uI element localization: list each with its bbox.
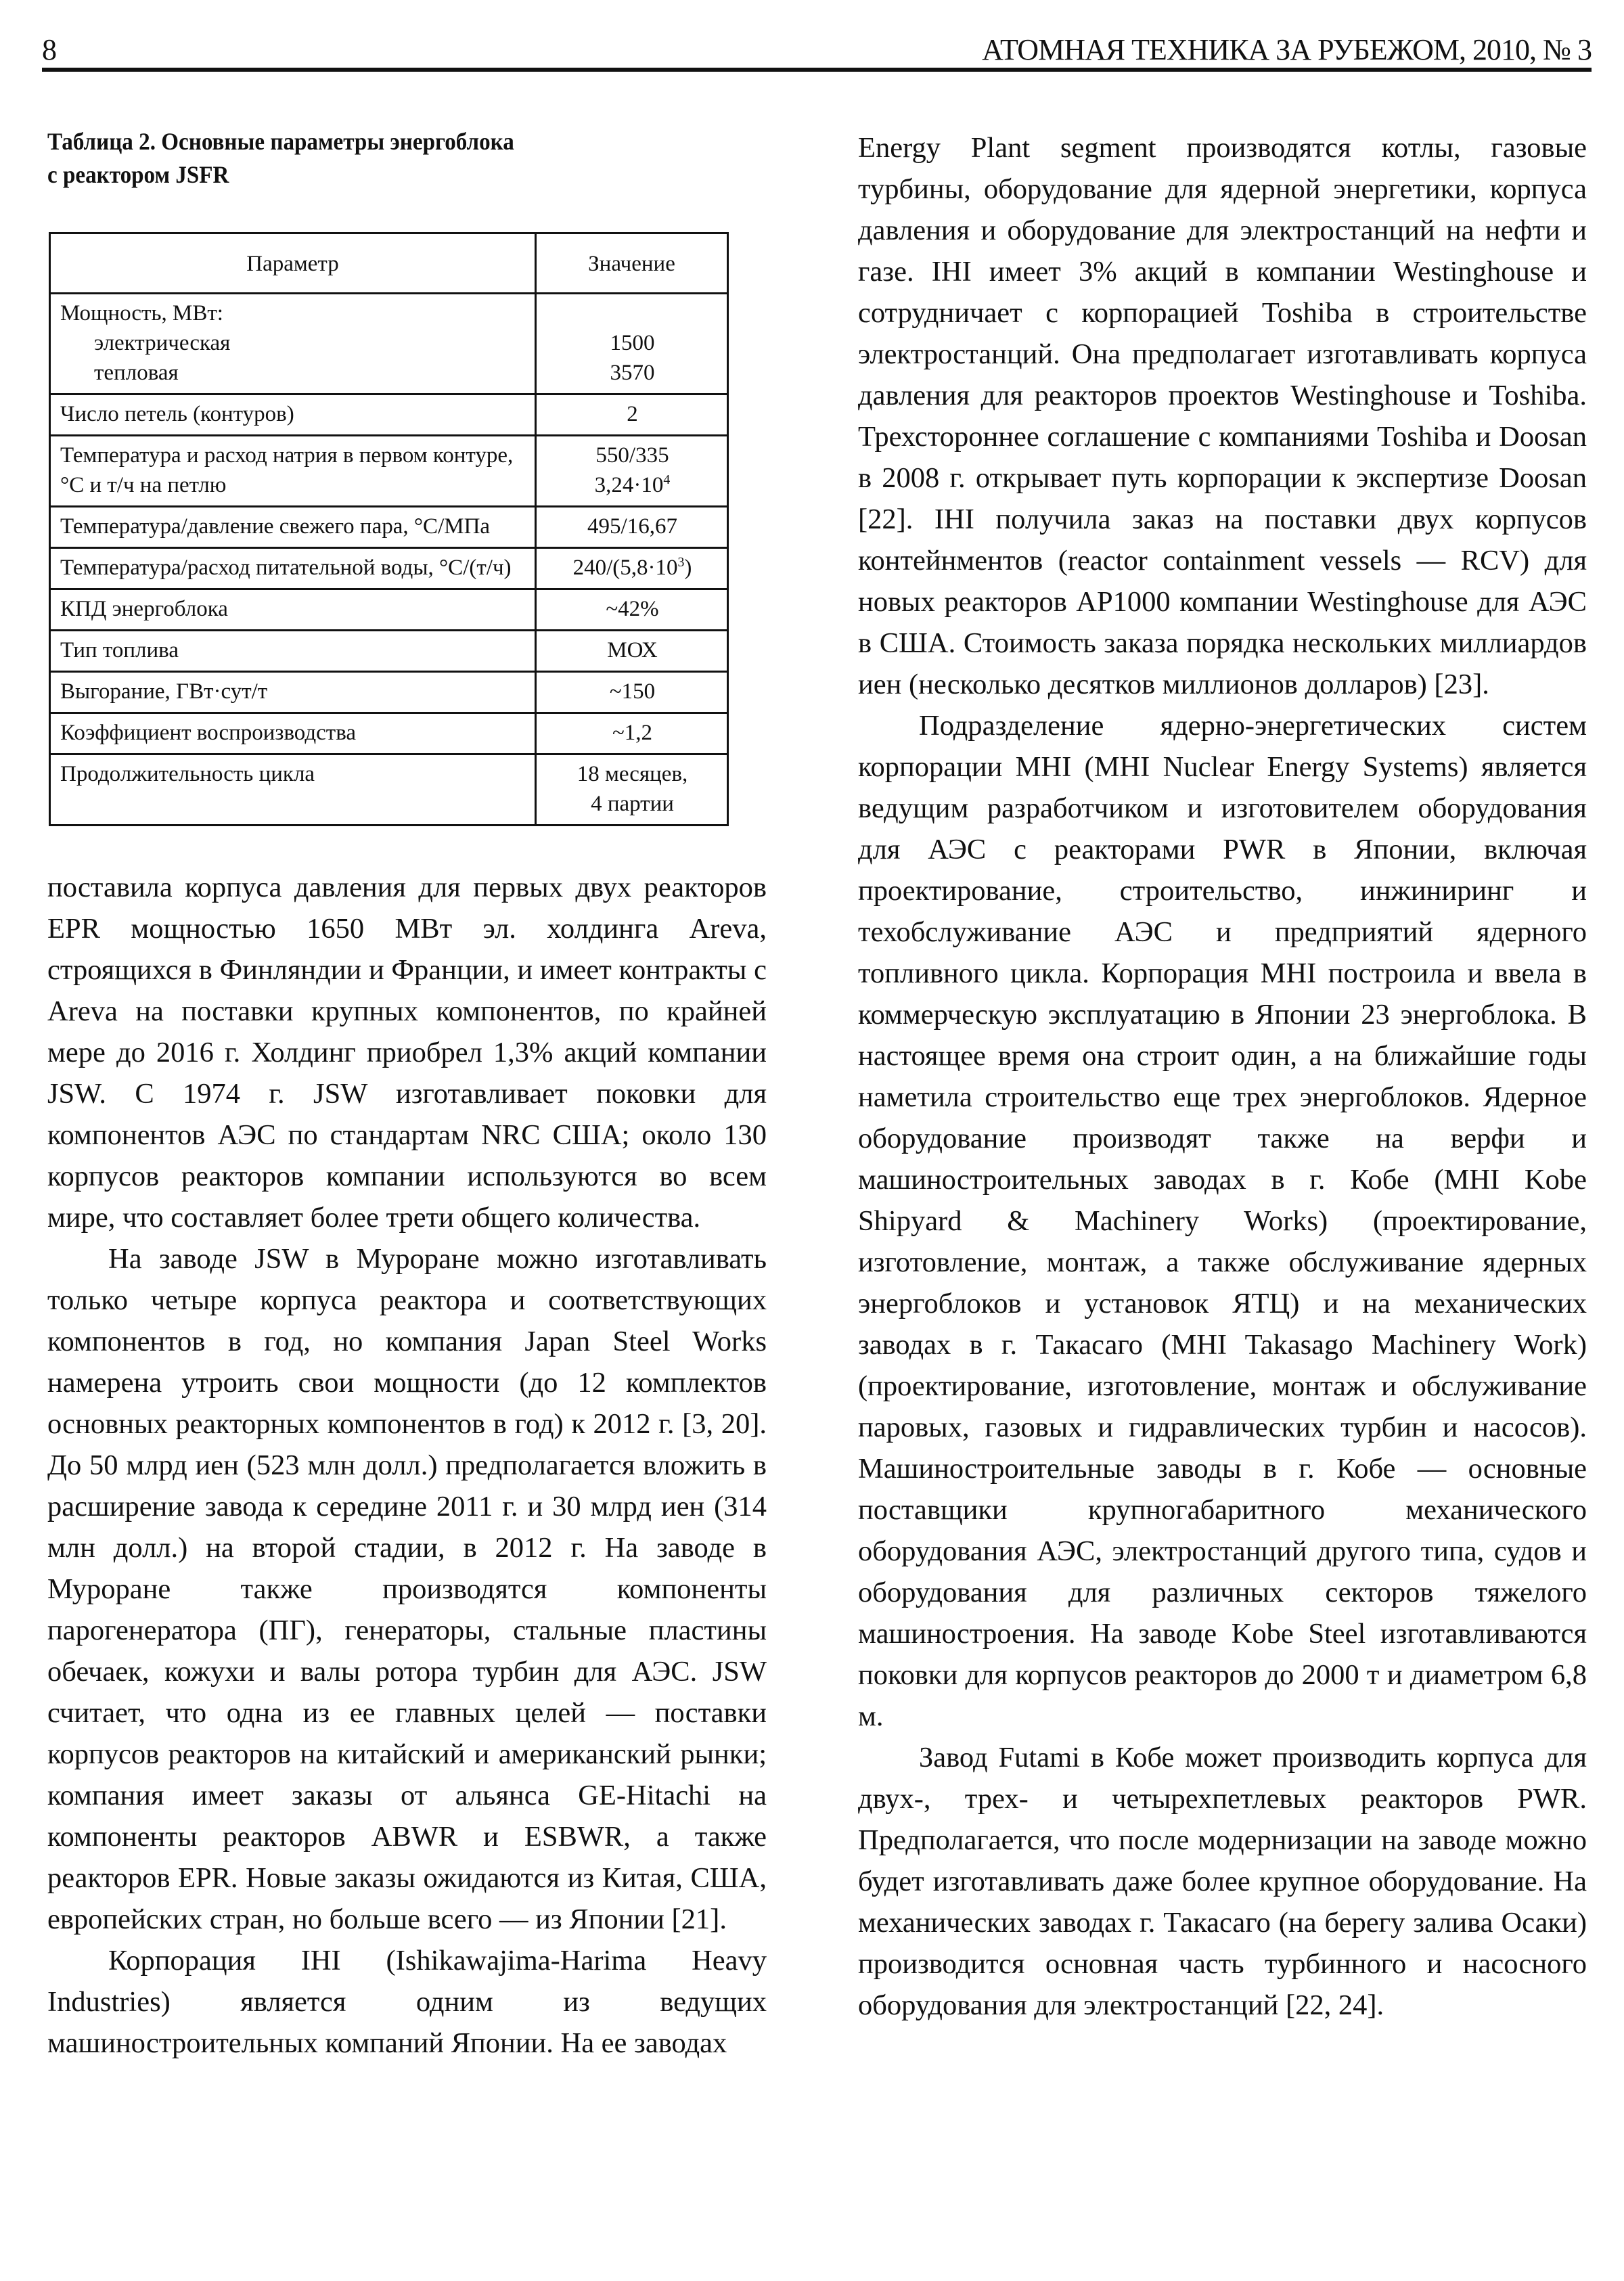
table-caption-line1: Таблица 2. Основные параметры энергоблока: [47, 128, 514, 155]
left-column: [47, 125, 767, 2064]
table-row: [50, 507, 728, 548]
table-row: [50, 589, 728, 631]
value-cell: 2: [536, 394, 728, 436]
table-row: [50, 294, 728, 394]
value-cell: МОХ: [536, 631, 728, 672]
header-rule: [42, 68, 1592, 72]
table-row: [50, 548, 728, 589]
table-row: [50, 713, 728, 754]
param-cell: Число петель (контуров): [50, 394, 536, 436]
value-cell: 1500 3570: [536, 294, 728, 394]
value-cell: 18 месяцев, 4 партии: [536, 754, 728, 826]
paragraph: Energy Plant segment производятся котлы, газовые турбины, оборудование для ядерной энергетики, корпуса давления и оборудование для электростанций на нефти и газе. IHI имеет 3% акций в компании Westinghouse и сотрудничает с корпорацией Toshiba в строительстве электростанций. Она предполагает изготавливать корпуса давления для реакторов проектов Westinghouse и Toshiba. Трехстороннее соглашение с компаниями Toshiba и Doosan в 2008 г. открывает путь корпорации к экспертизе Doosan [22]. IHI получила заказ на поставки двух корпусов контейнментов (reactor containment vessels — RCV) для новых реакторов AP1000 компании Westinghouse для АЭС в США. Стоимость заказа порядка нескольких миллиардов иен (несколько десятков миллионов долларов) [23].: [858, 132, 1587, 700]
paragraph: На заводе JSW в Муроране можно изготавливать только четыре корпуса реактора и соответствующих компонентов в год, но компания Japan Steel Works намерена утроить свои мощности (до 12 комплектов основных реакторных компонентов в год) к 2012 г. [3, 20]. До 50 млрд иен (523 млн долл.) предполагается вложить в расширение завода к середине 2011 г. и 30 млрд иен (314 млн долл.) на второй стадии, в 2012 г. На заводе в Муроране также производятся компоненты парогенератора (ПГ), генераторы, стальные пластины обечаек, кожухи и валы ротора турбин для АЭС. JSW считает, что одна из ее главных целей — поставки корпусов реакторов на китайский и американский рынки; компания имеет заказы от альянса GE-Hitachi на компоненты реакторов ABWR и ESBWR, а также реакторов EPR. Новые заказы ожидаются из Китая, США, европейских стран, но больше всего — из Японии [21].: [47, 1243, 767, 1935]
column-header-parameter: Параметр: [50, 233, 536, 294]
paragraph: Завод Futami в Кобе может производить корпуса для двух-, трех- и четырехпетлевых реакторов PWR. Предполагается, что после модернизации на заводе можно будет изготавливать даже более крупное оборудование. На механических заводах г. Такасаго (на берегу залива Осаки) производится основная часть турбинного и насосного оборудования для электростанций [22, 24].: [858, 1742, 1587, 2021]
page-number: 8: [42, 33, 57, 66]
table-row: [50, 631, 728, 672]
paragraph: Корпорация IHI (Ishikawajima-Harima Heavy Industries) является одним из ведущих машиностроительных компаний Японии. На ее заводах: [47, 1945, 767, 2059]
param-cell: Продолжительность цикла: [50, 754, 536, 826]
param-cell: Температура/расход питательной воды, °С/(т/ч): [50, 548, 536, 589]
value-cell: 550/335 $3,24\cdot 10^4$: [536, 436, 728, 507]
param-cell: Тип топлива: [50, 631, 536, 672]
value-cell: ~42%: [536, 589, 728, 631]
journal-title: АТОМНАЯ ТЕХНИКА ЗА РУБЕЖОМ, 2010, № 3: [982, 33, 1592, 66]
param-cell: КПД энергоблока: [50, 589, 536, 631]
table-row: [50, 672, 728, 713]
paragraph: поставила корпуса давления для первых двух реакторов EPR мощностью 1650 МВт эл. холдинга Areva, строящихся в Финляндии и Франции, и имеет контракты с Areva на поставки крупных компонентов, по крайней мере до 2016 г. Холдинг приобрел 1,3% акций компании JSW. С 1974 г. JSW изготавливает поковки для компонентов АЭС по стандартам NRC США; около 130 корпусов реакторов компании используются во всем мире, что составляет более трети общего количества.: [47, 872, 767, 1234]
param-cell: Мощность, МВт: электрическая тепловая: [50, 294, 536, 394]
param-cell: Температура/давление свежего пара, °С/МПа: [50, 507, 536, 548]
table-row: [50, 754, 728, 826]
param-cell: Температура и расход натрия в первом контуре, °С и т/ч на петлю: [50, 436, 536, 507]
value-cell: ~150: [536, 672, 728, 713]
table-row: [50, 436, 728, 507]
paragraph: Подразделение ядерно-энергетических систем корпорации MHI (MHI Nuclear Energy Systems) является ведущим разработчиком и изготовителем оборудования для АЭС с реакторами PWR в Японии, включая проектирование, строительство, инжиниринг и техобслуживание АЭС и предприятий ядерного топливного цикла. Корпорация MHI построила и ввела в коммерческую эксплуатацию в Японии 23 энергоблока. В настоящее время она строит один, а на ближайшие годы наметила строительство еще трех энергоблоков. Ядерное оборудование производят также на верфи и машиностроительных заводах в г. Кобе (MHI Kobe Shipyard & Machinery Works) (проектирование, изготовление, монтаж, а также обслуживание ядерных энергоблоков и установок ЯТЦ) и на механических заводах в г. Такасаго (MHI Takasago Machinery Work) (проектирование, изготовление, монтаж и обслуживание паровых, газовых и гидравлических турбин и насосов). Машиностроительные заводы в г. Кобе — основные поставщики крупногабаритного механического оборудования АЭС, электростанций другого типа, судов и оборудования для различных секторов тяжелого машиностроения. На заводе Kobe Steel изготавливаются поковки для корпусов реакторов до 2000 т и диаметром 6,8 м.: [858, 710, 1587, 1732]
param-cell: Выгорание, ГВт·сут/т: [50, 672, 536, 713]
table-header-row: [50, 233, 728, 294]
parameters-table: [49, 232, 729, 826]
table-row: [50, 394, 728, 436]
param-cell: Коэффициент воспроизводства: [50, 713, 536, 754]
page-header: [42, 26, 1592, 66]
table-caption-line2: с реактором JSFR: [47, 161, 229, 188]
value-cell: ~1,2: [536, 713, 728, 754]
left-body-text: [47, 867, 767, 2064]
column-header-value: Значение: [536, 233, 728, 294]
right-column: [858, 127, 1587, 2026]
value-cell: $240/(5,8\cdot 10^3)$: [536, 548, 728, 589]
table-caption: [47, 125, 775, 191]
value-cell: 495/16,67: [536, 507, 728, 548]
